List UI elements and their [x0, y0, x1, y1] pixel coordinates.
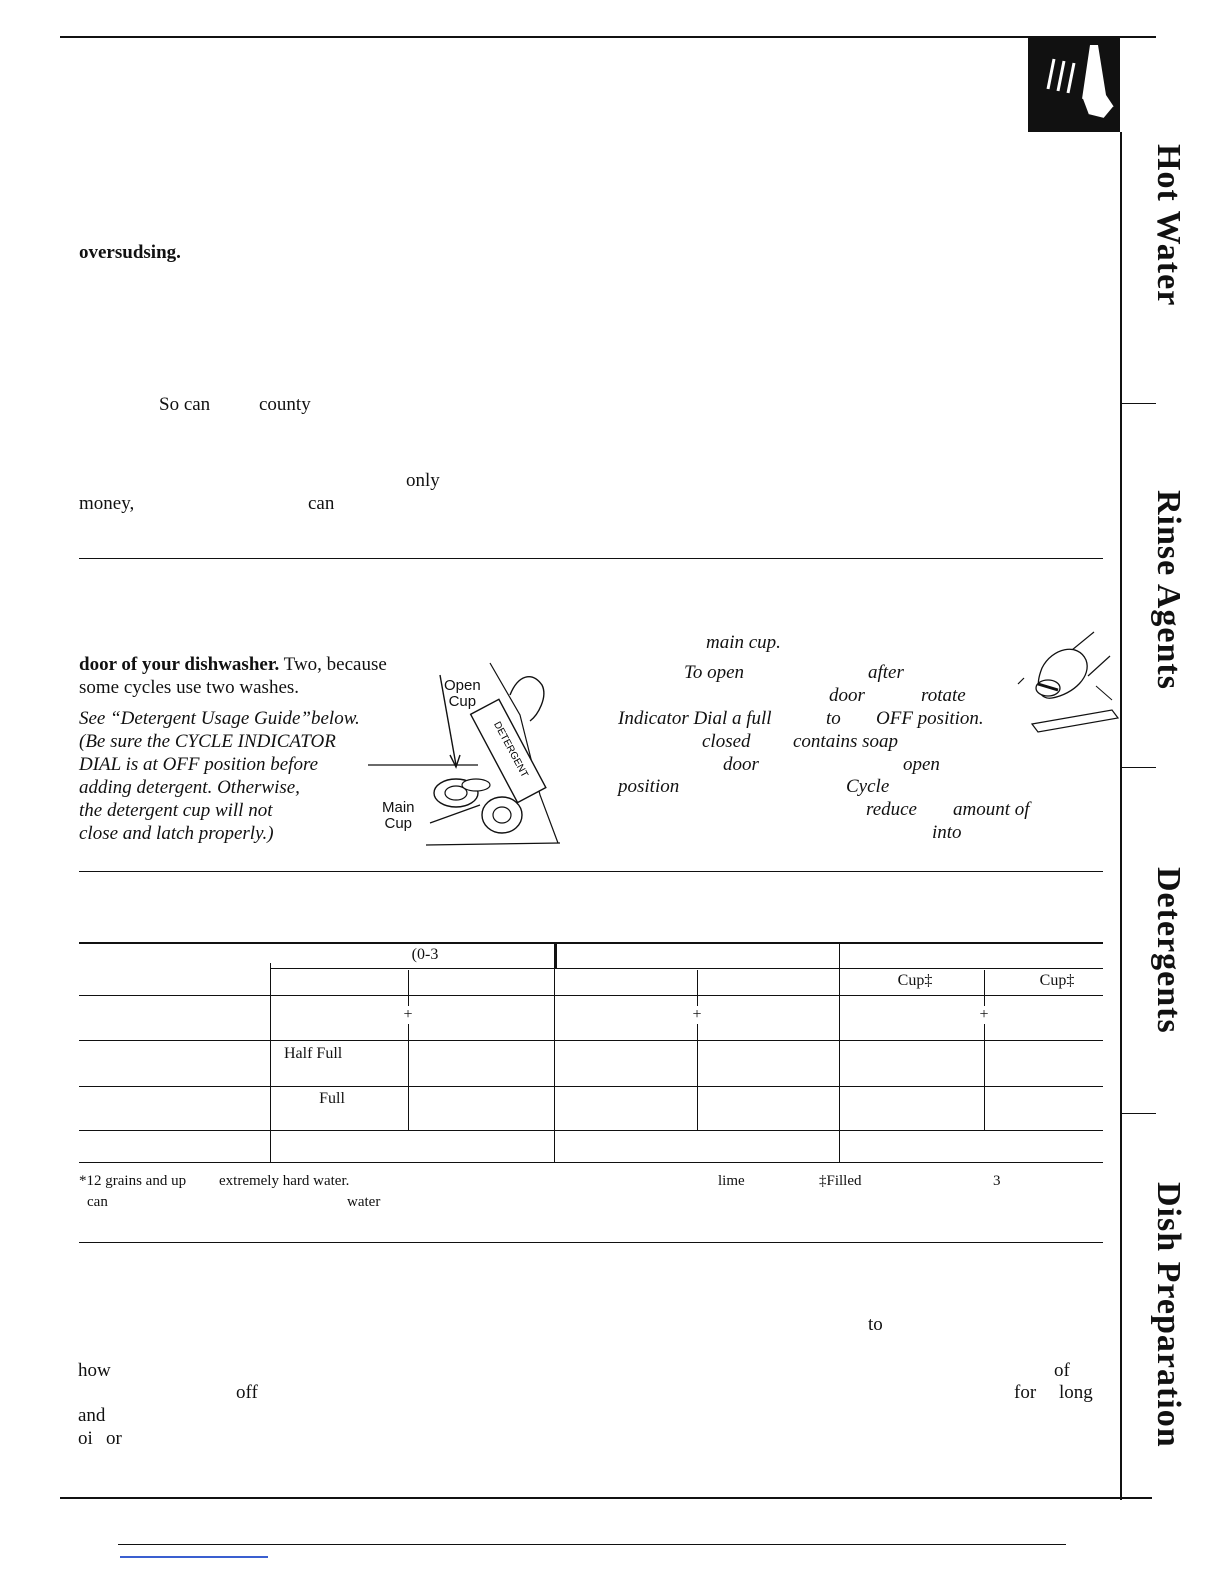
table-col-4	[697, 970, 698, 1130]
amount-of-text: amount of	[953, 799, 1030, 820]
table-sub-header-rule	[270, 968, 1103, 969]
table-col-3	[554, 968, 555, 1162]
table-bottom-rule	[79, 1162, 1103, 1163]
footnote-hard-water: extremely hard water.	[219, 1173, 350, 1189]
can-text: can	[308, 493, 335, 514]
table-top-rule	[79, 942, 1103, 944]
table-row-rule-2	[79, 1040, 1103, 1041]
s4-or-text: or	[106, 1428, 122, 1449]
footnote-filled: ‡Filled	[819, 1173, 862, 1189]
table-subheader-cup-2: Cup‡	[1039, 972, 1075, 989]
so-can-text: So can	[159, 394, 211, 415]
indicator-text: Indicator Dial a full	[618, 708, 772, 729]
rotate-text: rotate	[921, 685, 966, 706]
cup-will-text: the detergent cup will not	[79, 800, 273, 821]
table-col-6	[984, 970, 985, 1130]
county-text: county	[259, 394, 311, 415]
footer-rule	[118, 1544, 1066, 1545]
tab-hot-water[interactable]	[1138, 140, 1198, 310]
money-text: money,	[79, 493, 135, 514]
table-subheader-cup-1: Cup‡	[897, 972, 933, 989]
s4-to-text: to	[868, 1314, 883, 1335]
open-text: open	[903, 754, 940, 775]
after-text: after	[868, 662, 904, 683]
tab-dish-preparation-label: Dish Preparation	[1150, 1182, 1187, 1448]
top-rule	[60, 36, 1156, 38]
table-col-1	[270, 963, 271, 1162]
door-rest-text: Two, because	[279, 654, 387, 675]
s4-oi-text: oi	[78, 1428, 93, 1449]
open-cup-label-2: Cup	[448, 693, 477, 710]
bottom-rule	[60, 1497, 1152, 1499]
door-line	[79, 654, 387, 676]
detergent-cup-illustration	[360, 655, 570, 855]
cycle-text: Cycle	[846, 776, 890, 797]
s4-of-text: of	[1054, 1360, 1070, 1381]
s4-off-text: off	[236, 1382, 258, 1403]
door-text: door	[829, 685, 865, 706]
hand-pressing-button-icon	[1028, 37, 1120, 132]
off-position-text: OFF position.	[876, 708, 984, 729]
to-open-text: To open	[684, 662, 745, 683]
s4-long-text: long	[1059, 1382, 1093, 1403]
contains-soap-text: contains soap	[793, 731, 899, 752]
tab-dish-preparation[interactable]	[1138, 1180, 1198, 1450]
oversudsing-text: oversudsing.	[79, 242, 181, 263]
main-cup-label-2: Cup	[384, 815, 413, 832]
adding-text: adding detergent. Otherwise,	[79, 777, 300, 798]
table-row-rule-1	[79, 995, 1103, 996]
dial-off-text: DIAL is at OFF position before	[79, 754, 319, 775]
door-bold-text: door of your dishwasher.	[79, 654, 280, 675]
footnote-can: can	[87, 1194, 108, 1210]
table-full: Full	[319, 1090, 345, 1107]
see-guide-text: See “Detergent Usage Guide”below.	[79, 708, 360, 729]
tab-rinse-agents[interactable]	[1138, 480, 1198, 700]
table-col-5	[839, 943, 840, 1162]
sidebar-tick-3	[1122, 1113, 1156, 1114]
s4-and-text: and	[78, 1405, 106, 1426]
open-cup-label-1: Open	[444, 677, 481, 694]
main-cup-text: main cup.	[706, 632, 781, 653]
hand-rotating-dial-icon	[1012, 628, 1122, 738]
door2-text: door	[723, 754, 759, 775]
into-text: into	[932, 822, 962, 843]
cycles-text: some cycles use two washes.	[79, 677, 300, 698]
tab-hot-water-label: Hot Water	[1150, 143, 1187, 307]
s4-how-text: how	[78, 1360, 111, 1381]
table-plus-3: +	[974, 1006, 994, 1024]
s4-for-text: for	[1014, 1382, 1037, 1403]
table-header-range: (0-3	[411, 946, 439, 963]
only-text: only	[406, 470, 440, 491]
table-col-header-divider	[554, 943, 557, 968]
sidebar-divider	[1120, 132, 1122, 1500]
tab-detergents-label: Detergents	[1150, 866, 1187, 1034]
tab-rinse-agents-label: Rinse Agents	[1150, 490, 1187, 690]
table-col-2	[408, 970, 409, 1130]
sidebar-tick-1	[1122, 403, 1156, 404]
table-plus-2: +	[687, 1006, 707, 1024]
detergent-box-text: DETERGENT	[491, 719, 530, 780]
close-latch-text: close and latch properly.)	[79, 823, 274, 844]
footnote-three: 3	[993, 1173, 1001, 1189]
closed-text: closed	[702, 731, 751, 752]
footnote-grains: *12 grains and up	[79, 1173, 187, 1189]
to-text: to	[826, 708, 841, 729]
section-rule-1	[79, 558, 1103, 559]
main-cup-label-1: Main	[382, 799, 415, 816]
position-text: position	[618, 776, 680, 797]
footnote-lime: lime	[718, 1173, 745, 1189]
be-sure-text: (Be sure the CYCLE INDICATOR	[79, 731, 336, 752]
tab-detergents[interactable]	[1138, 860, 1198, 1040]
section-rule-2	[79, 871, 1103, 872]
section-rule-3	[79, 1242, 1103, 1243]
table-plus-1: +	[398, 1006, 418, 1024]
table-row-rule-3	[79, 1086, 1103, 1087]
table-half-full: Half Full	[284, 1045, 343, 1062]
table-row-rule-4	[79, 1130, 1103, 1131]
sidebar-tick-2	[1122, 767, 1156, 768]
footer-accent-rule	[120, 1556, 268, 1558]
footnote-water: water	[347, 1194, 381, 1210]
reduce-text: reduce	[866, 799, 917, 820]
